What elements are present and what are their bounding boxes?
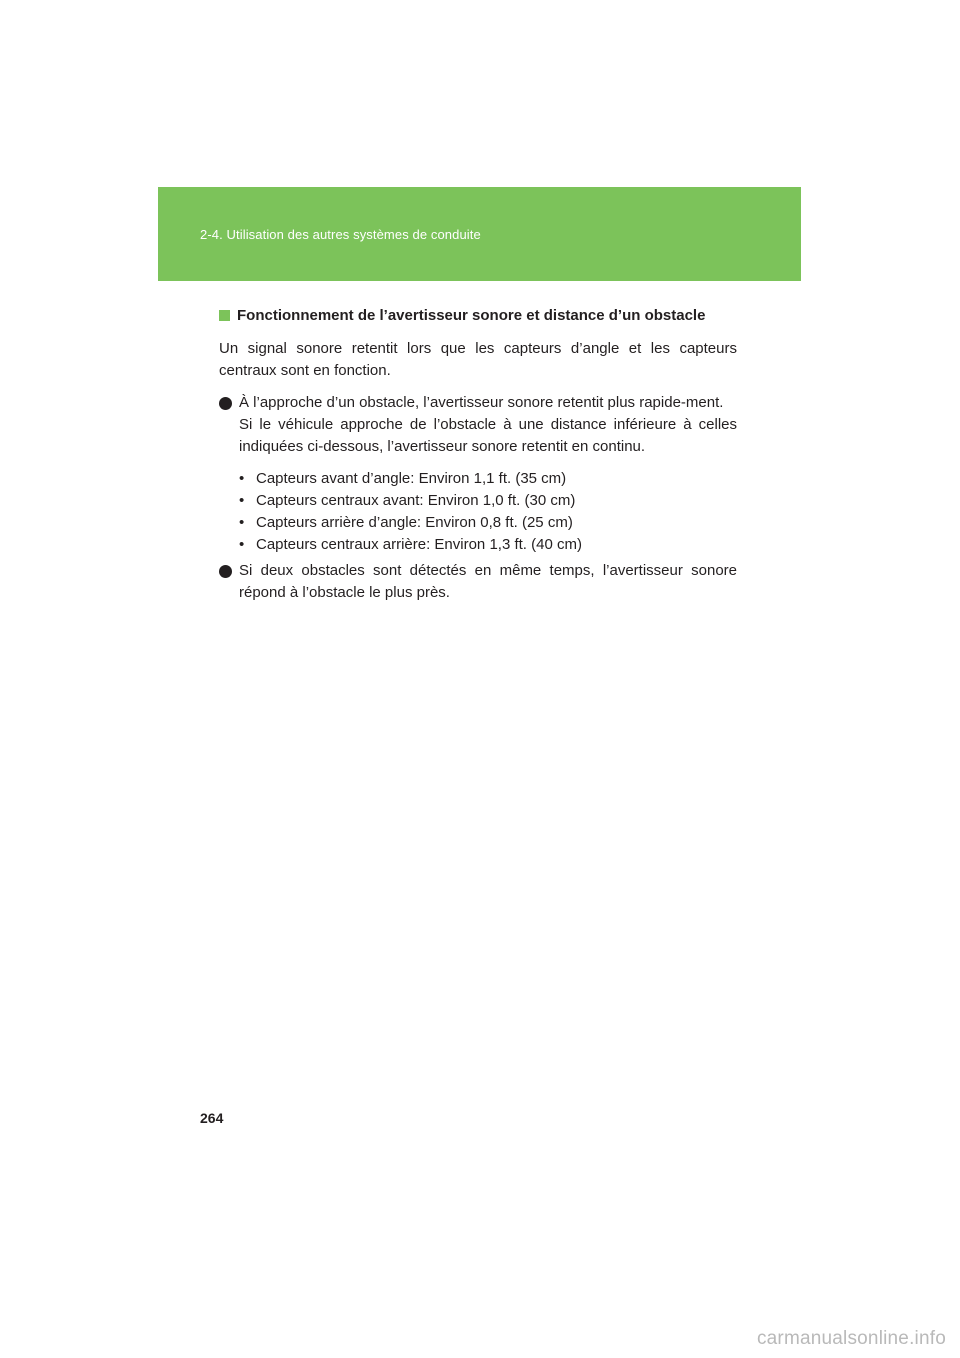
bullet-text: Si le véhicule approche de l’obstacle à une distance inférieure à celles indiquées ci-dessous, l’avertisseur sonore retentit en continu. <box>239 416 737 455</box>
list-item: • Capteurs centraux avant: Environ 1,0 ft. (30 cm) <box>239 490 737 512</box>
section-heading-text: Fonctionnement de l’avertisseur sonore et distance d’un obstacle <box>237 307 706 324</box>
list-item: • Capteurs arrière d’angle: Environ 0,8 ft. (25 cm) <box>239 512 737 534</box>
dot-marker-icon: • <box>239 470 245 487</box>
list-item: • Capteurs avant d’angle: Environ 1,1 ft. (35 cm) <box>239 468 737 490</box>
dot-marker-icon: • <box>239 492 245 509</box>
round-bullet-icon <box>219 397 232 410</box>
dot-marker-icon: • <box>239 514 245 531</box>
page-number: 264 <box>200 1110 224 1126</box>
intro-paragraph: Un signal sonore retentit lors que les capteurs d’angle et les capteurs centraux sont en fonction. <box>219 340 737 379</box>
chapter-title: 2-4. Utilisation des autres systèmes de conduite <box>200 227 481 242</box>
square-bullet-icon <box>219 310 230 321</box>
round-bullet-icon <box>219 565 232 578</box>
watermark: carmanualsonline.info <box>756 1328 946 1349</box>
distance-list <box>239 468 737 556</box>
list-item: • Capteurs centraux arrière: Environ 1,3 ft. (40 cm) <box>239 534 737 556</box>
bullet-item <box>219 392 737 458</box>
page-content <box>219 306 737 614</box>
bullet-item <box>219 560 737 604</box>
bullet-text: À l’approche d’un obstacle, l’avertisseur sonore retentit plus rapide-ment. <box>239 394 724 411</box>
chapter-header <box>158 187 801 281</box>
bullet-text: Si deux obstacles sont détectés en même temps, l’avertisseur sonore répond à l’obstacle le plus près. <box>239 562 737 601</box>
dot-marker-icon: • <box>239 536 245 553</box>
section-heading <box>219 306 737 326</box>
